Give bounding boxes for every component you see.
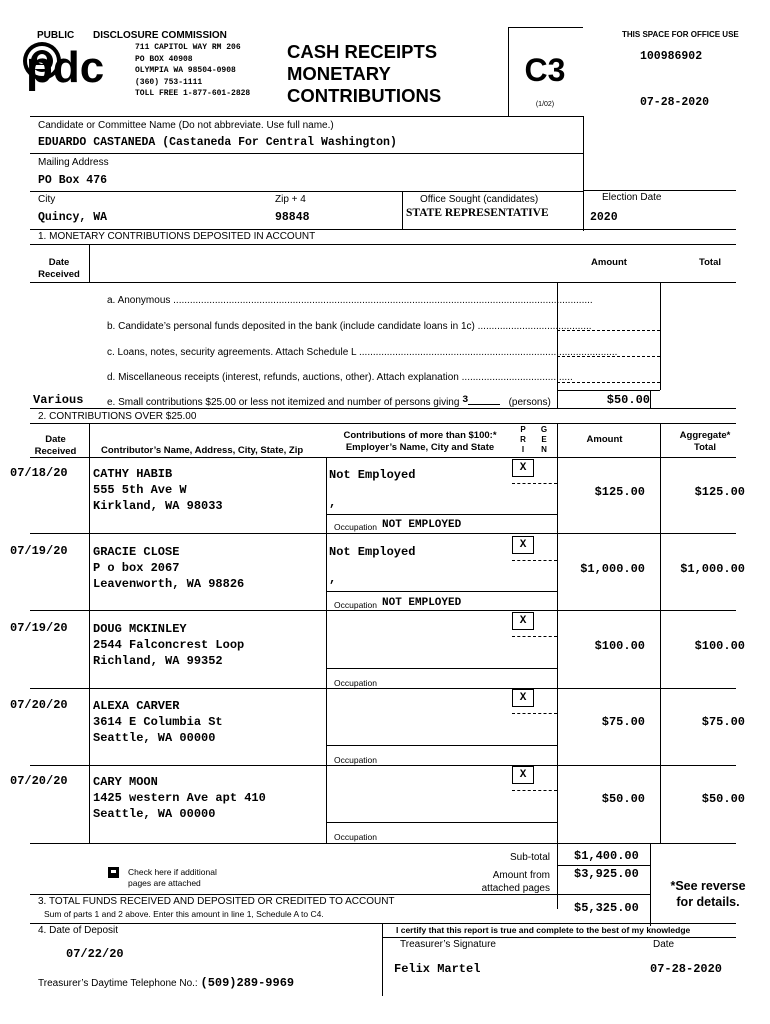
election-mark: X [512,689,534,707]
mailing-address-label: Mailing Address [38,157,109,168]
contributor-address: 2544 Falconcrest Loop [93,638,245,652]
row-amount: $100.00 [594,639,645,653]
org-word-public: PUBLIC [37,30,75,41]
election-mark: X [512,536,534,554]
org-word-commission: DISCLOSURE COMMISSION [93,30,227,41]
election-mark: X [512,612,534,630]
row-date: 07/19/20 [10,544,68,558]
contributor-city: Kirkland, WA 98033 [93,499,223,513]
line-b-personal-funds: b. Candidate’s personal funds deposited in the bank (include candidate loans in 1c) ......................................... [107,321,592,332]
zip-label: Zip + 4 [275,194,306,205]
treasurer-phone-row [38,976,294,990]
additional-pages-checkbox[interactable] [108,867,119,878]
row-amount: $125.00 [594,485,645,499]
report-number: 100986902 [640,50,703,63]
treasurer-phone-label: Treasurer’s Daytime Telephone No.: [38,978,198,989]
line-c-loans: c. Loans, notes, security agreements. Attach Schedule L ............................................................................................. [107,347,618,358]
row-aggregate: $1,000.00 [680,562,745,576]
title-line: CONTRIBUTIONS [287,85,442,106]
contributor-block [93,698,223,746]
section3-subtitle: Sum of parts 1 and 2 above. Enter this amount in line 1, Schedule A to C4. [44,909,324,919]
employer-name: Not Employed [329,468,416,482]
address-line: PO BOX 40908 [135,54,193,64]
treasurer-phone: (509)289-9969 [200,976,295,990]
contributor-name: CARY MOON [93,775,158,789]
employer-location: , [329,572,337,586]
subtotal-label: Sub-total [509,852,550,863]
row-date: 07/20/20 [10,774,68,788]
signature-date: 07-28-2020 [650,962,723,976]
total-funds-value: $5,325.00 [574,901,639,915]
pdc-logo [20,38,136,90]
col-general-header: G E N [540,425,548,454]
contributor-address: 3614 E Columbia St [93,715,223,729]
form-code: C3 [524,52,566,88]
contributor-address: P o box 2067 [93,561,180,575]
line-e-date: Various [33,393,84,407]
certification-statement: I certify that this report is true and complete to the best of my knowledge [396,925,691,935]
row-amount: $1,000.00 [580,562,645,576]
row-amount: $50.00 [601,792,645,806]
col-contributor-header: Contributor’s Name, Address, City, State, Zip [101,445,304,456]
contributor-block [93,774,266,822]
see-reverse-note: *See reverse for details. [670,879,746,909]
col-employer-header: Contributions of more than $100:* Employer’s Name, City and State [343,430,497,453]
row-aggregate: $125.00 [694,485,745,499]
deposit-date: 07/22/20 [66,947,124,961]
occupation-value: NOT EMPLOYED [382,519,462,531]
line-e-total: $50.00 [606,393,650,407]
treasurer-signature: Felix Martel [394,962,481,976]
occupation-label: Occupation [334,755,377,765]
section3-title: 3. TOTAL FUNDS RECEIVED AND DEPOSITED OR CREDITED TO ACCOUNT [38,896,395,907]
line-e-small-contributions: e. Small contributions $25.00 or less not itemized and number of persons giving 3 (persons) [107,395,551,408]
occupation-label: Occupation [334,832,377,842]
contributor-name: ALEXA CARVER [93,699,180,713]
address-line: TOLL FREE 1-877-601-2828 [135,89,251,98]
line-d-misc: d. Miscellaneous receipts (interest, refunds, auctions, other). Attach explanation ........................................ [107,372,573,383]
col-amount-header: Amount [586,434,623,445]
election-mark: X [512,459,534,477]
contributor-city: Seattle, WA 00000 [93,807,216,821]
section1-title: 1. MONETARY CONTRIBUTIONS DEPOSITED IN ACCOUNT [38,231,316,242]
date-received-header: Date Received [38,257,80,280]
total-header: Total [699,257,721,268]
line-a-anonymous: a. Anonymous ....................................................................................................................................................... [107,295,593,306]
contributor-name: CATHY HABIB [93,467,173,481]
title-line: CASH RECEIPTS [287,41,438,62]
contributor-city: Leavenworth, WA 98826 [93,577,245,591]
candidate-name-label: Candidate or Committee Name (Do not abbreviate. Use full name.) [38,120,334,131]
occupation-label: Occupation [334,522,377,532]
office-use-label: THIS SPACE FOR OFFICE USE [622,30,739,39]
logo-text: pdc [26,43,105,92]
form-title [287,41,441,107]
line-e-count: 3 [462,395,469,406]
report-date: 07-28-2020 [640,96,710,109]
attached-pages-label: Amount from attached pages [481,870,550,894]
contributor-block [93,544,244,592]
office-sought: STATE REPRESENTATIVE [406,207,549,219]
row-date: 07/18/20 [10,466,68,480]
row-amount: $75.00 [601,715,645,729]
col-primary-header: P R I [520,425,526,454]
form-revision: (1/02) [535,101,555,108]
office-sought-label: Office Sought (candidates) [420,194,539,205]
commission-address [135,42,250,100]
row-date: 07/19/20 [10,621,68,635]
contributor-name: DOUG MCKINLEY [93,622,187,636]
address-line: OLYMPIA WA 98504-0908 [135,66,236,75]
city: Quincy, WA [38,211,108,224]
amount-header: Amount [591,257,627,268]
contributor-block [93,621,244,669]
election-mark: X [512,766,534,784]
subtotal-value: $1,400.00 [574,849,639,863]
employer-name: Not Employed [329,545,416,559]
col-aggregate-header: Aggregate* Total [679,430,731,453]
mailing-address: PO Box 476 [38,174,108,187]
city-label: City [38,194,56,205]
contributor-address: 1425 western Ave apt 410 [93,791,266,805]
election-date-label: Election Date [602,192,662,203]
address-line: (360) 753-1111 [135,77,203,87]
contributor-city: Richland, WA 99352 [93,654,223,668]
title-line: MONETARY [287,63,391,84]
zip: 98848 [275,211,310,224]
contributor-address: 555 5th Ave W [93,483,187,497]
contributor-name: GRACIE CLOSE [93,545,180,559]
signature-date-label: Date [653,939,675,950]
deposit-date-label: 4. Date of Deposit [38,925,119,936]
occupation-label: Occupation [334,600,377,610]
row-aggregate: $100.00 [694,639,745,653]
additional-pages-label: Check here if additional pages are attached [128,867,217,888]
candidate-name: EDUARDO CASTANEDA (Castaneda For Central Washington) [38,136,397,149]
occupation-label: Occupation [334,678,377,688]
contributor-city: Seattle, WA 00000 [93,731,216,745]
address-line: 711 CAPITOL WAY RM 206 [135,43,241,52]
section2-title: 2. CONTRIBUTIONS OVER $25.00 [38,411,197,422]
employer-location: , [329,496,337,510]
row-date: 07/20/20 [10,698,68,712]
col-date-header: Date Received [34,434,77,457]
occupation-value: NOT EMPLOYED [382,597,462,609]
attached-pages-value: $3,925.00 [574,867,639,881]
treasurer-signature-label: Treasurer’s Signature [400,939,496,950]
election-date: 2020 [590,211,618,224]
row-aggregate: $50.00 [701,792,745,806]
row-aggregate: $75.00 [701,715,745,729]
contributor-block [93,466,223,514]
